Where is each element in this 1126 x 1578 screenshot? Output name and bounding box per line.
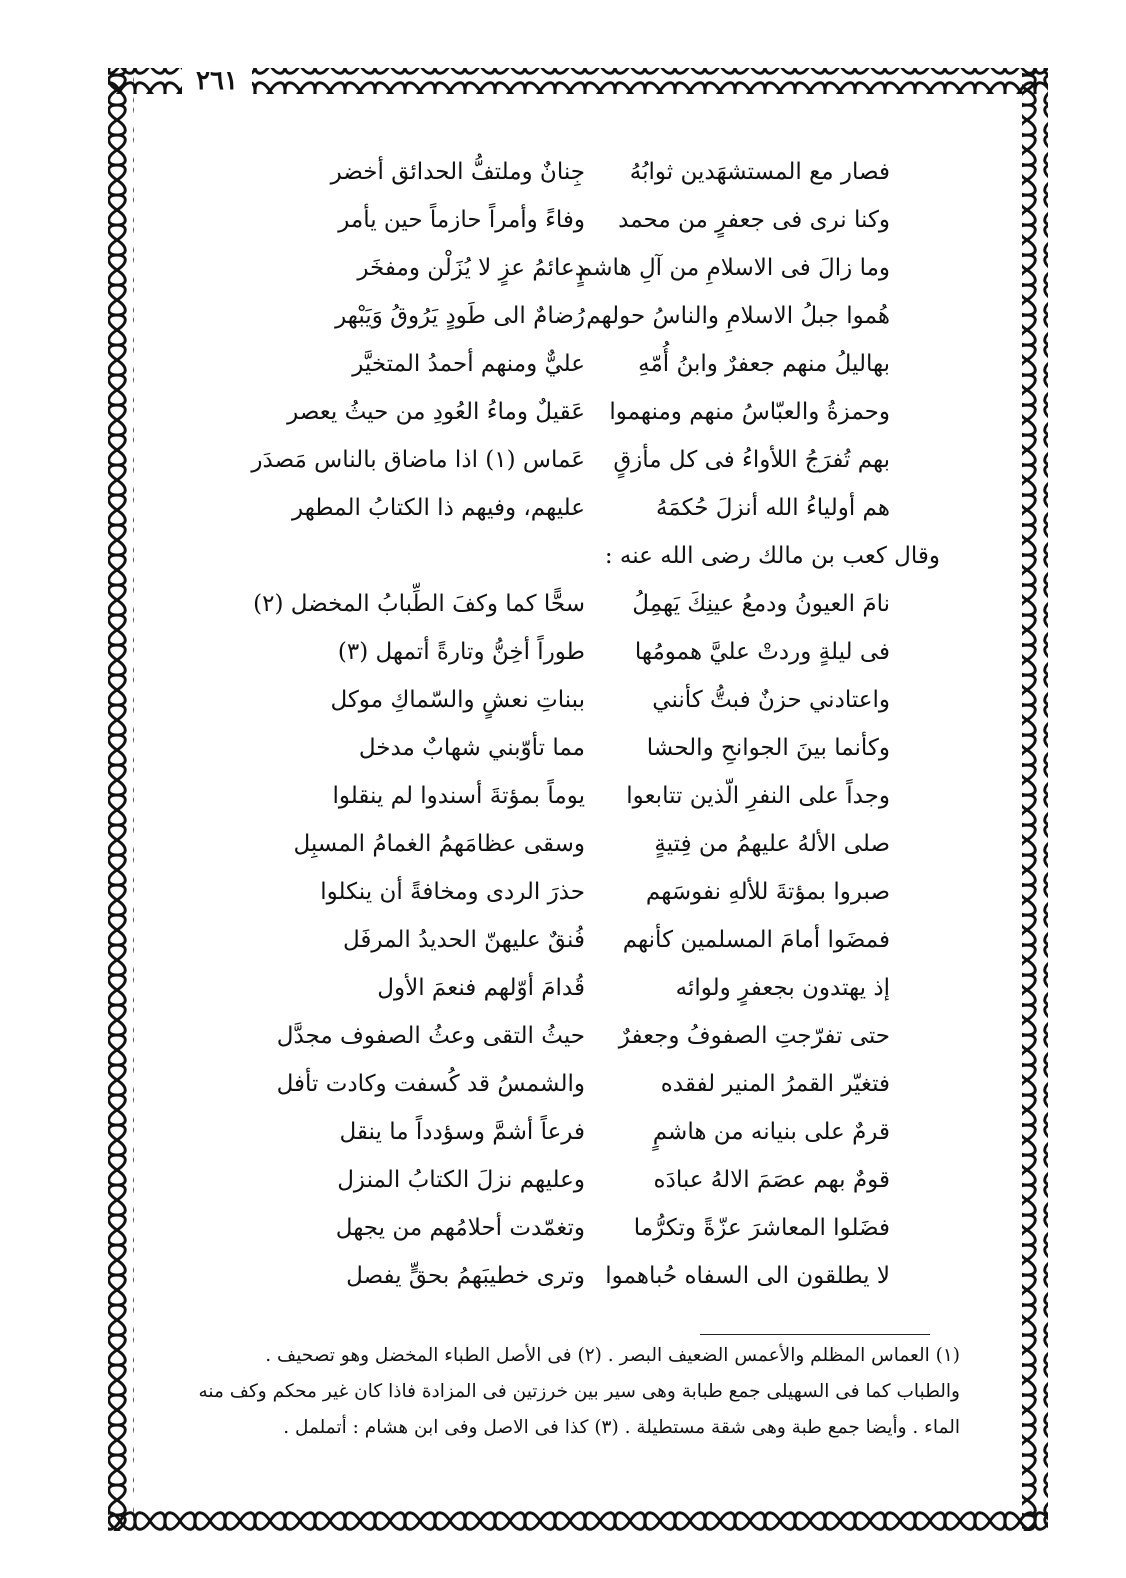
hemistich-first: هُموا جبلُ الاسلامِ والناسُ حولهم xyxy=(586,303,890,329)
hemistich-first: فصار مع المستشهَدين ثوابُهُ xyxy=(629,159,890,185)
hemistich-first: وكنا نرى فى جعفرٍ من محمد xyxy=(618,207,890,233)
footnotes xyxy=(180,1338,960,1446)
footnote-line: (١) العماس المظلم والأعمس الضعيف البصر . (٢) فى الأصل الطباء المخضل وهو تصحيف . xyxy=(265,1345,960,1366)
verse xyxy=(270,676,890,724)
hemistich-second: حيثُ التقى وعثُ الصفوف مجدَّل xyxy=(276,1023,585,1049)
verse xyxy=(270,628,890,676)
verse xyxy=(270,1252,890,1300)
verse xyxy=(251,436,890,484)
hemistich-first: فضَلوا المعاشرَ عزّةً وتكرُّما xyxy=(633,1215,890,1241)
verse xyxy=(270,148,890,196)
verse xyxy=(270,196,890,244)
hemistich-second: عَقيلٌ وماءُ العُودِ من حيثُ يعصر xyxy=(287,399,585,425)
hemistich-first: وكأنما بينَ الجوانحِ والحشا xyxy=(646,735,890,761)
hemistich-second: وترى خطيبَهمُ بحقٍّ يفصل xyxy=(346,1263,585,1289)
hemistich-first: واعتادني حزنٌ فبتُّ كأنني xyxy=(652,687,890,713)
verse xyxy=(270,1108,890,1156)
hemistich-second: عَماس (١) اذا ماضاق بالناس مَصدَر xyxy=(251,447,585,473)
footnote-divider xyxy=(700,1334,930,1335)
poem-block-2 xyxy=(253,580,890,1300)
hemistich-second: سحًّا كما وكفَ الطِّبابُ المخضل (٢) xyxy=(253,591,585,617)
verse xyxy=(270,340,890,388)
hemistich-second: حذرَ الردى ومخافةً أن ينكلوا xyxy=(320,879,585,905)
hemistich-second: ببناتِ نعشٍ والسّماكِ موكل xyxy=(330,687,585,713)
hemistich-first: بهاليلُ منهم جعفرٌ وابنُ أُمّهِ xyxy=(638,351,890,377)
hemistich-first: وحمزةُ والعبّاسُ منهم ومنهموا xyxy=(609,399,890,425)
hemistich-second: قُدامَ أوّلهم فنعمَ الأول xyxy=(377,975,585,1001)
verse xyxy=(270,868,890,916)
verse xyxy=(270,820,890,868)
hemistich-first: بهم تُفرَجُ اللأواءُ فى كل مأزقٍ xyxy=(613,447,890,473)
hemistich-first: فى ليلةٍ وردتْ عليَّ همومُها xyxy=(634,639,890,665)
hemistich-first: نامَ العيونُ ودمعُ عينِكَ يَهمِلُ xyxy=(632,591,890,617)
verse xyxy=(270,244,890,292)
hemistich-first: إذ يهتدون بجعفرٍ ولوائه xyxy=(675,975,890,1001)
footnote-line: الماء . وأيضا جمع طبة وهى شقة مستطيلة . (٣) كذا فى الاصل وفى ابن هشام : أتململ . xyxy=(283,1417,960,1438)
hemistich-second: رُضامٌ الى طَودٍ يَرُوقُ وَيَبْهر xyxy=(335,303,585,329)
hemistich-second: عليهم، وفيهم ذا الكتابُ المطهر xyxy=(292,495,585,521)
verse xyxy=(270,484,890,532)
verse xyxy=(270,388,890,436)
verse xyxy=(270,916,890,964)
verse xyxy=(253,580,890,628)
hemistich-first: وجداً على النفرِ الّذين تتابعوا xyxy=(626,783,890,809)
hemistich-second: مما تأوّبني شهابٌ مدخل xyxy=(358,735,585,761)
hemistich-second: فُنقٌ عليهنّ الحديدُ المرفَل xyxy=(342,927,585,953)
hemistich-first: فمضَوا أمامَ المسلمين كأنهم xyxy=(622,927,890,953)
verse xyxy=(270,772,890,820)
verse xyxy=(270,964,890,1012)
hemistich-second: طوراً أخِنُّ وتارةً أتمهل (٣) xyxy=(337,639,585,665)
hemistich-second: فرعاً أشمَّ وسؤدداً ما ينقل xyxy=(339,1119,585,1145)
verse xyxy=(270,724,890,772)
hemistich-first: قومٌ بهم عصَمَ الالهُ عبادَه xyxy=(653,1167,890,1193)
poem-block-1 xyxy=(251,148,890,532)
hemistich-first: قرمٌ على بنيانه من هاشمٍ xyxy=(652,1119,890,1145)
hemistich-second: جِنانٌ وملتفُّ الحدائق أخضر xyxy=(330,159,585,185)
hemistich-first: صبروا بمؤتةَ للألهِ نفوسَهم xyxy=(645,879,890,905)
hemistich-first: وما زالَ فى الاسلامِ من آلِ هاشمٍ xyxy=(577,255,890,281)
poem-introduction: وقال كعب بن مالك رضى الله عنه : xyxy=(604,543,940,569)
verse xyxy=(270,292,890,340)
hemistich-second: دعائمُ عزٍ لا يُزَلْن ومفخَر xyxy=(357,255,585,281)
verse xyxy=(270,1060,890,1108)
verse xyxy=(270,1156,890,1204)
hemistich-first: لا يطلقون الى السفاه حُباهموا xyxy=(605,1263,890,1289)
hemistich-first: فتغيّر القمرُ المنير لفقده xyxy=(660,1071,890,1097)
hemistich-second: وسقى عظامَهمُ الغمامُ المسبِل xyxy=(293,831,585,857)
hemistich-second: والشمسُ قد كُسفت وكادت تأفل xyxy=(276,1071,585,1097)
verse xyxy=(270,1012,890,1060)
hemistich-second: وعليهم نزلَ الكتابُ المنزل xyxy=(337,1167,585,1193)
hemistich-second: وفاءً وأمراً حازماً حين يأمر xyxy=(338,207,585,233)
hemistich-second: يوماً بمؤتةَ أسندوا لم ينقلوا xyxy=(332,783,585,809)
hemistich-first: صلى الألهُ عليهمُ من فِتيةٍ xyxy=(654,831,890,857)
hemistich-second: وتغمّدت أحلامُهم من يجهل xyxy=(335,1215,585,1241)
hemistich-second: عليٌّ ومنهم أحمدُ المتخيَّر xyxy=(352,351,585,377)
footnote-line: والطباب كما فى السهيلى جمع طبابة وهى سير بين خرزتين فى المزادة فاذا كان غير محكم وكف منه xyxy=(198,1381,960,1402)
verse xyxy=(270,1204,890,1252)
page-number: ٢٦١ xyxy=(182,63,252,99)
hemistich-first: هم أولياءُ الله أنزلَ حُكمَهُ xyxy=(655,495,890,521)
hemistich-first: حتى تفرّجتِ الصفوفُ وجعفرٌ xyxy=(618,1023,890,1049)
